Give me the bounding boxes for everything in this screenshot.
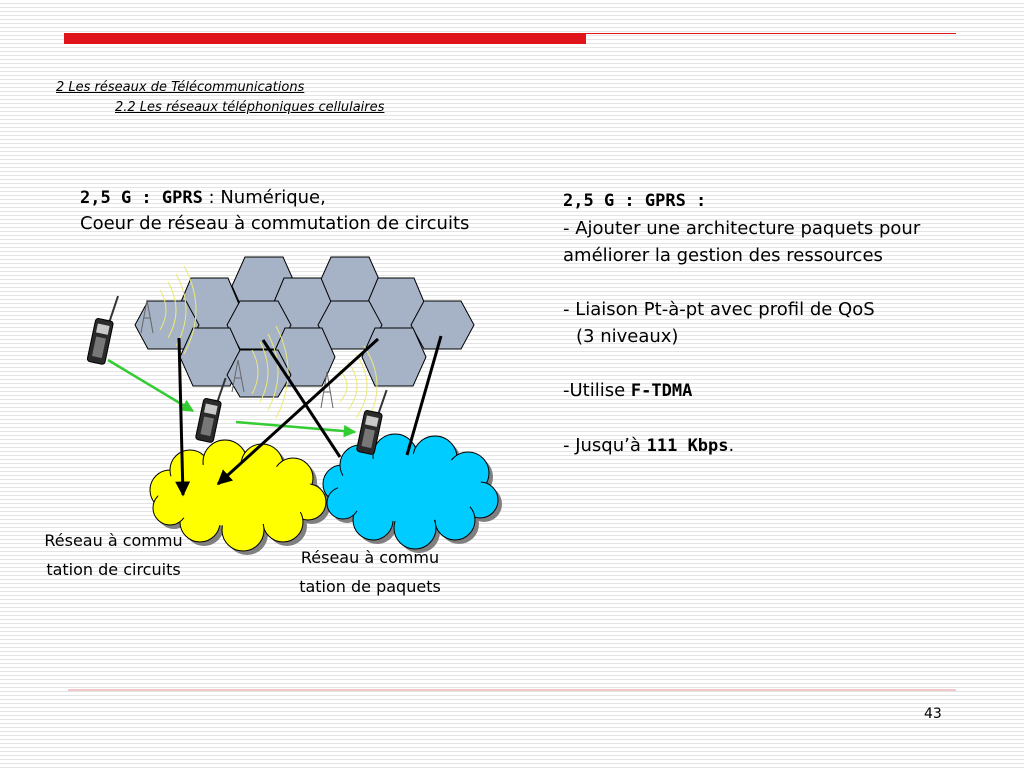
diagram-title-prefix: 2,5 G : GPRS xyxy=(80,188,203,208)
throughput-prefix: - Jusqu’à xyxy=(563,435,647,456)
mobile-phone-icon xyxy=(87,293,119,365)
ftdma-prefix: -Utilise xyxy=(563,380,631,401)
footer-divider xyxy=(68,689,956,691)
ftdma-value: F-TDMA xyxy=(630,381,693,401)
diagram-title-suffix: : Numérique, xyxy=(202,187,326,208)
diagram-title-line2: Coeur de réseau à commutation de circuits xyxy=(80,213,470,234)
gprs-bullet-packet-architecture: - Ajouter une architecture paquets pour améliorer la gestion des ressources xyxy=(563,218,921,266)
breadcrumb-section: 2 Les réseaux de Télécommunications xyxy=(56,80,305,95)
packet-label-line1: Réseau à commu xyxy=(300,548,440,567)
gprs-heading: 2,5 G : GPRS : xyxy=(563,191,707,211)
packet-label-line2: tation de paquets xyxy=(299,577,441,596)
gprs-bullet-qos-line1: - Liaison Pt-à-pt avec profil de QoS xyxy=(563,299,875,320)
cloud-icon xyxy=(323,434,502,553)
cell-hexagon-icon xyxy=(411,301,474,349)
cell-hexagon-icon xyxy=(362,328,426,386)
cell-grid xyxy=(135,257,474,397)
page-number: 43 xyxy=(924,706,942,722)
circuit-label-line2: tation de circuits xyxy=(46,560,181,579)
throughput-suffix: . xyxy=(728,435,735,456)
cell-hexagon-icon xyxy=(227,350,291,397)
circuit-label-line1: Réseau à commu xyxy=(44,531,183,550)
throughput-value: 111 Kbps xyxy=(646,436,729,456)
circuit-network-label xyxy=(26,526,201,584)
gprs-bullet-qos-line2: (3 niveaux) xyxy=(576,326,679,347)
breadcrumb-subsection: 2.2 Les réseaux téléphoniques cellulaires xyxy=(115,100,385,115)
packet-network-label xyxy=(280,543,460,601)
